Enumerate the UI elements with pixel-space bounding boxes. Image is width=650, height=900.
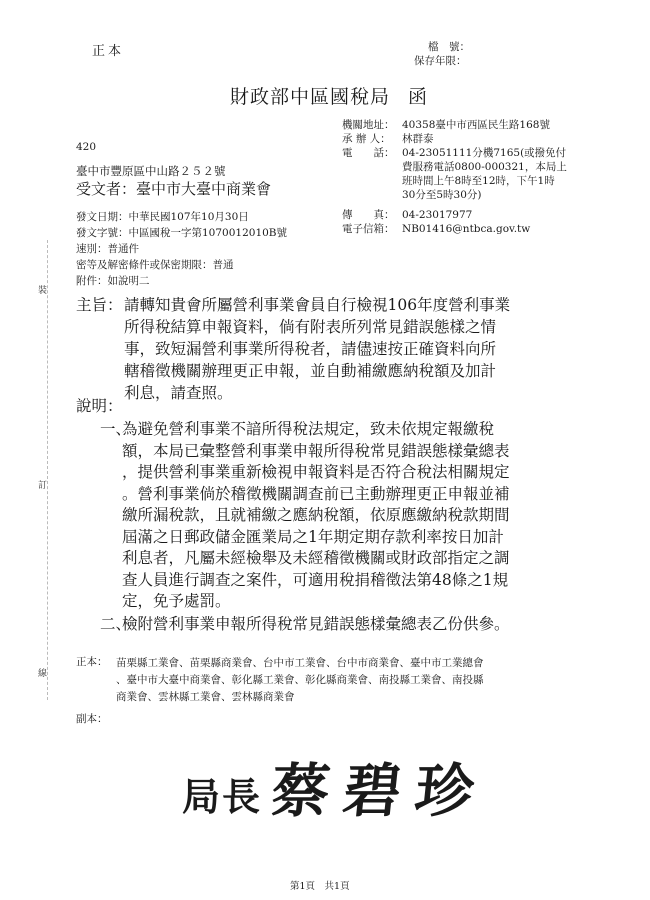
urgency: 速別：普通件	[76, 243, 139, 255]
binding-mark-zhuang: 裝	[38, 286, 48, 296]
file-number-label: 檔 號：	[428, 41, 470, 53]
cc-label: 正本：	[76, 656, 108, 668]
contact-block	[342, 118, 567, 236]
contact-fax: 傳 真： 04-23017977	[342, 209, 473, 221]
recipient: 受文者：臺中市大臺中商業會	[76, 180, 272, 198]
cc-line: 商業會、雲林縣工業會、雲林縣商業會	[116, 691, 295, 703]
item-1-line: 定，免予處罰。	[122, 592, 231, 610]
subject-line: 轄稽徵機關辦理更正申報，並自動補繳應納稅額及加計	[124, 362, 497, 380]
item-2-marker: 二、	[100, 615, 132, 633]
item-1-line: ，提供營利事業重新檢視申報資料是否符合稅法相關規定	[122, 463, 510, 481]
subject-line: 事，致短漏營利事業所得稅者，請儘速按正確資料向所	[124, 340, 497, 358]
item-2-text: 檢附營利事業申報所得稅常見錯誤態樣彙總表乙份供參。	[122, 615, 510, 633]
vice-copy-label: 副本：	[76, 713, 108, 725]
page-footer: 第1頁 共1頁	[290, 881, 350, 892]
binding-mark-ding: 訂	[38, 481, 48, 491]
attachment: 附件：如說明二	[76, 275, 150, 287]
signer-name-signature: 蔡碧珍	[267, 757, 492, 825]
contact-address: 機關地址： 40358臺中市西區民生路168號	[342, 119, 550, 131]
binding-mark-xian: 線	[38, 669, 48, 679]
subject-line: 利息，請查照。	[124, 384, 233, 402]
issue-number: 發文字號：中區國稅一字第1070012010B號	[76, 227, 288, 239]
subject-text	[124, 294, 510, 404]
signer-title: 局長	[182, 774, 263, 819]
cc-line: 、臺中市大臺中商業會、彰化縣工業會、彰化縣商業會、南投縣工業會、南投縣	[116, 674, 484, 686]
agency-name: 財政部中區國稅局	[230, 86, 391, 108]
cc-list	[116, 655, 484, 706]
item-1-text	[122, 419, 510, 613]
contact-phone: 電 話： 04-23051111分機7165(或撥免付	[342, 147, 567, 159]
postal-code: 420	[76, 141, 97, 153]
item-1-line: 屆滿之日郵政儲金匯業局之1年期定期存款利率按日加計	[122, 527, 504, 546]
contact-phone-cont-1: 費服務電話0800-000321，本局上	[402, 161, 567, 173]
retention-label: 保存年限：	[414, 55, 467, 67]
recipient-address: 臺中市豐原區中山路２５２號	[76, 164, 226, 178]
contact-email: 電子信箱： NB01416@ntbca.gov.tw	[342, 223, 531, 235]
issue-date: 發文日期：中華民國107年10月30日	[76, 211, 249, 223]
item-1-line: 。營利事業倘於稽徵機關調查前已主動辦理更正申報並補	[122, 484, 510, 503]
cc-line: 苗栗縣工業會、苗栗縣商業會、台中市工業會、台中市商業會、臺中市工業總會	[116, 657, 484, 669]
explanation-label: 說明：	[76, 397, 123, 415]
item-1-line: 利息者，凡屬未經檢舉及未經稽徵機關或財政部指定之調	[122, 549, 510, 567]
document-type: 函	[408, 86, 429, 108]
confidentiality: 密等及解密條件或保密期限：普通	[76, 259, 234, 271]
item-1-line: 查人員進行調查之案件，可適用稅捐稽徵法第48條之1規	[122, 570, 509, 589]
item-1-line: 為避免營利事業不諳所得稅法規定，致未依規定報繳稅	[122, 420, 495, 438]
copy-mark: 正本	[92, 44, 125, 59]
binding-line	[47, 240, 48, 700]
subject-line: 所得稅結算申報資料，倘有附表所列常見錯誤態樣之情	[124, 318, 497, 336]
contact-phone-cont-3: 30分至5時30分)	[402, 189, 482, 201]
item-1-marker: 一、	[100, 420, 132, 438]
contact-handler: 承 辦 人： 林群泰	[342, 133, 434, 145]
item-1-line: 額，本局已彙整營利事業申報所得稅常見錯誤態樣彙總表	[122, 441, 510, 460]
subject-line: 請轉知貴會所屬營利事業會員自行檢視106年度營利事業	[124, 296, 511, 314]
subject-label: 主旨：	[76, 296, 123, 314]
contact-phone-cont-2: 班時間上午8時至12時，下午1時	[402, 175, 555, 187]
item-1-line: 繳所漏稅款，且就補繳之應納稅額，依原應繳納稅款期間	[122, 506, 510, 524]
